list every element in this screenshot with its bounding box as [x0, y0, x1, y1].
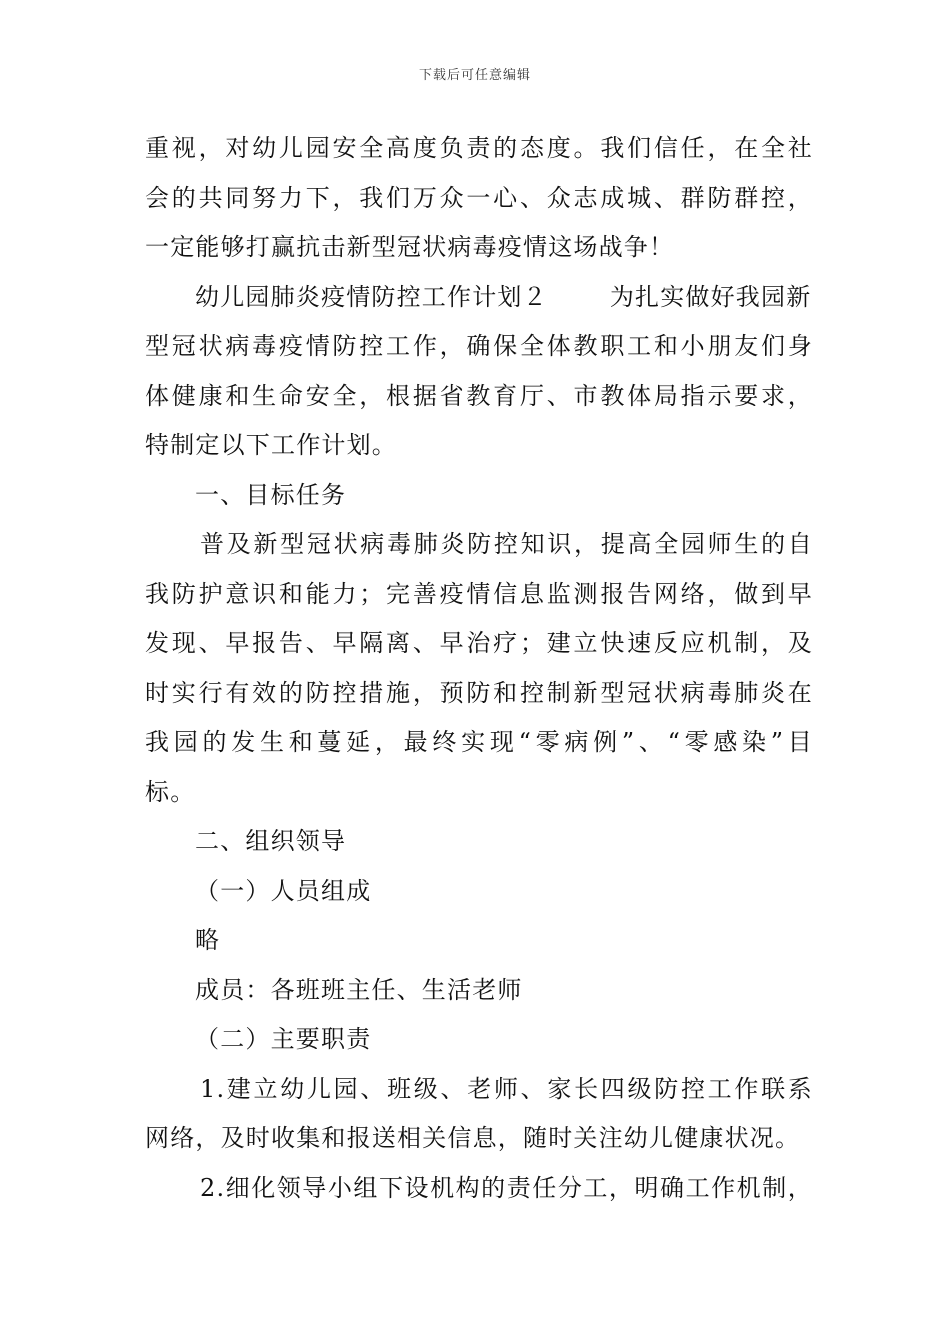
text-line: 我园的发生和蔓延，最终实现“零病例”、“零感染”目	[145, 728, 813, 756]
text-line: 2.细化领导小组下设机构的责任分工，明确工作机制，	[200, 1173, 813, 1202]
text-line: 型冠状病毒疫情防控工作，确保全体教职工和小朋友们身	[145, 332, 813, 360]
document-body	[145, 124, 813, 1213]
section-title-line	[145, 273, 813, 323]
heading-organization: 二、组织领导	[195, 827, 347, 855]
text-line: 标。	[145, 777, 196, 806]
heading-target-tasks: 一、目标任务	[195, 480, 347, 509]
text-line: 会的共同努力下，我们万众一心、众志成城、群防群控，	[145, 183, 813, 212]
text-line: 1.建立幼儿园、班级、老师、家长四级防控工作联系	[200, 1074, 813, 1103]
text-line: 普及新型冠状病毒肺炎防控知识，提高全园师生的自	[200, 530, 813, 558]
text-line: 时实行有效的防控措施，预防和控制新型冠状病毒肺炎在	[145, 678, 813, 707]
text-line: 发现、早报告、早隔离、早治疗；建立快速反应机制，及	[145, 629, 813, 657]
text-line: 略	[195, 926, 221, 954]
text-line: 体健康和生命安全，根据省教育厅、市教体局指示要求，	[145, 381, 813, 410]
text-line: 网络，及时收集和报送相关信息，随时关注幼儿健康状况。	[145, 1124, 801, 1152]
text-line: 我防护意识和能力；完善疫情信息监测报告网络，做到早	[145, 579, 813, 608]
text-line: 重视，对幼儿园安全高度负责的态度。我们信任，在全社	[145, 134, 813, 162]
text-line: 成员：各班班主任、生活老师	[195, 975, 523, 1004]
section-title: 幼儿园肺炎疫情防控工作计划２	[195, 282, 548, 311]
text-line: 特制定以下工作计划。	[145, 431, 397, 459]
page-header: 下载后可任意编辑	[418, 68, 531, 83]
text-line: 一定能够打赢抗击新型冠状病毒疫情这场战争！	[145, 233, 675, 261]
subheading-members: （一）人员组成	[195, 876, 372, 905]
paragraph-start: 为扎实做好我园新	[609, 282, 812, 311]
subheading-duties: （二）主要职责	[195, 1025, 372, 1053]
